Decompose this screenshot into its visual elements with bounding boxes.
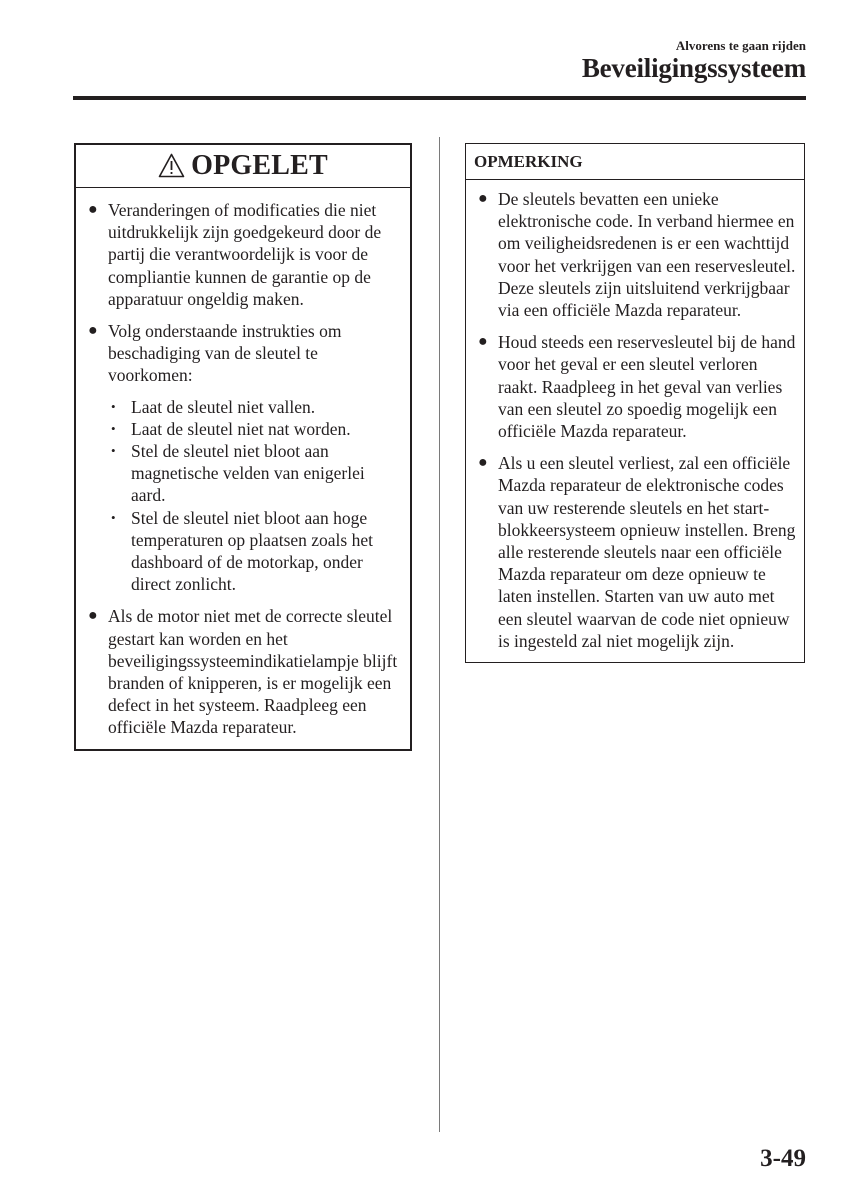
caution-box bbox=[74, 143, 412, 751]
caution-subitem bbox=[108, 440, 402, 507]
caution-subitem bbox=[108, 418, 402, 440]
caution-subitem-text: Laat de sleutel niet vallen. bbox=[131, 396, 316, 417]
note-item bbox=[478, 188, 796, 321]
caution-list bbox=[76, 188, 410, 749]
note-item-text: De sleutels bevatten een unieke elektronische code. In verband hiermee en om veiligheidsredenen is er een wachttijd voor het verkrijgen van een reservesleutel. Deze sleutels zijn uitsluitend verkrijgbaar via een officiële Mazda reparateur. bbox=[498, 189, 796, 321]
note-item-text: Houd steeds een reservesleutel bij de hand voor het geval er een sleutel verloren raakt. Raadpleeg in het geval van verlies van een sleutel zo spoedig mogelijk een officiële Mazda reparateur. bbox=[498, 332, 796, 442]
sub-bullet-icon: • bbox=[111, 443, 116, 459]
caution-sublist bbox=[108, 396, 402, 596]
bullet-icon: ● bbox=[478, 454, 488, 472]
caution-subitem-text: Laat de sleutel niet nat worden. bbox=[131, 418, 351, 439]
note-item bbox=[478, 452, 796, 652]
bullet-icon: ● bbox=[478, 190, 488, 207]
caution-subitem-text: Stel de sleutel niet bloot aan hoge temperaturen op plaatsen zoals het dashboard of de motorkap, onder direct zonlicht. bbox=[131, 507, 373, 595]
bullet-icon: ● bbox=[88, 201, 98, 218]
caution-title: OPGELET bbox=[191, 150, 328, 181]
caution-subitem bbox=[108, 507, 402, 596]
note-box bbox=[465, 143, 805, 663]
caution-item bbox=[88, 605, 402, 738]
note-header bbox=[466, 144, 804, 180]
section-name: Alvorens te gaan rijden bbox=[675, 38, 806, 53]
sub-bullet-icon: • bbox=[111, 420, 116, 436]
sub-bullet-icon: • bbox=[111, 509, 116, 525]
bullet-icon: ● bbox=[88, 322, 98, 340]
page-title: Beveiligingssysteem bbox=[581, 53, 806, 83]
warning-triangle-icon bbox=[158, 153, 185, 178]
caution-item-text: Veranderingen of modificaties die niet uitdrukkelijk zijn goedgekeurd door de partij die verantwoordelijk is voor de compliantie kunnen de garantie op de apparatuur ongeldig maken. bbox=[108, 200, 382, 309]
caution-item-text: Als de motor niet met de correcte sleutel gestart kan worden en het beveiligingssysteemindikatielampje blijft branden of knipperen, is er mogelijk een defect in het systeem. Raadpleeg een officiële Mazda reparateur. bbox=[108, 606, 398, 738]
caution-subitem-text: Stel de sleutel niet bloot aan magnetische velden van enigerlei aard. bbox=[131, 441, 365, 506]
page-number: 3-49 bbox=[760, 1145, 806, 1172]
note-title: OPMERKING bbox=[474, 151, 583, 171]
note-item-text: Als u een sleutel verliest, zal een officiële Mazda reparateur de elektronische codes van uw resterende sleutels en het start-blokkeersysteem opnieuw instellen. Breng alle resterende sleutels naar een officiële Mazda reparateur om deze opnieuw te laten instellen. Starten van uw auto met een sleutel waarvan de code niet opnieuw is ingesteld zal niet mogelijk zijn. bbox=[498, 453, 796, 651]
header-rule bbox=[73, 96, 806, 100]
note-list bbox=[466, 180, 804, 662]
column-divider bbox=[439, 137, 440, 1132]
caution-subitem bbox=[108, 396, 402, 418]
note-item bbox=[478, 331, 796, 442]
caution-item-text: Volg onderstaande instrukties om beschadiging van de sleutel te voorkomen: bbox=[108, 321, 342, 386]
caution-item bbox=[88, 320, 402, 595]
bullet-icon: ● bbox=[478, 333, 488, 351]
caution-item bbox=[88, 199, 402, 310]
sub-bullet-icon: • bbox=[111, 398, 116, 414]
bullet-icon: ● bbox=[88, 607, 98, 625]
caution-header bbox=[76, 145, 410, 188]
